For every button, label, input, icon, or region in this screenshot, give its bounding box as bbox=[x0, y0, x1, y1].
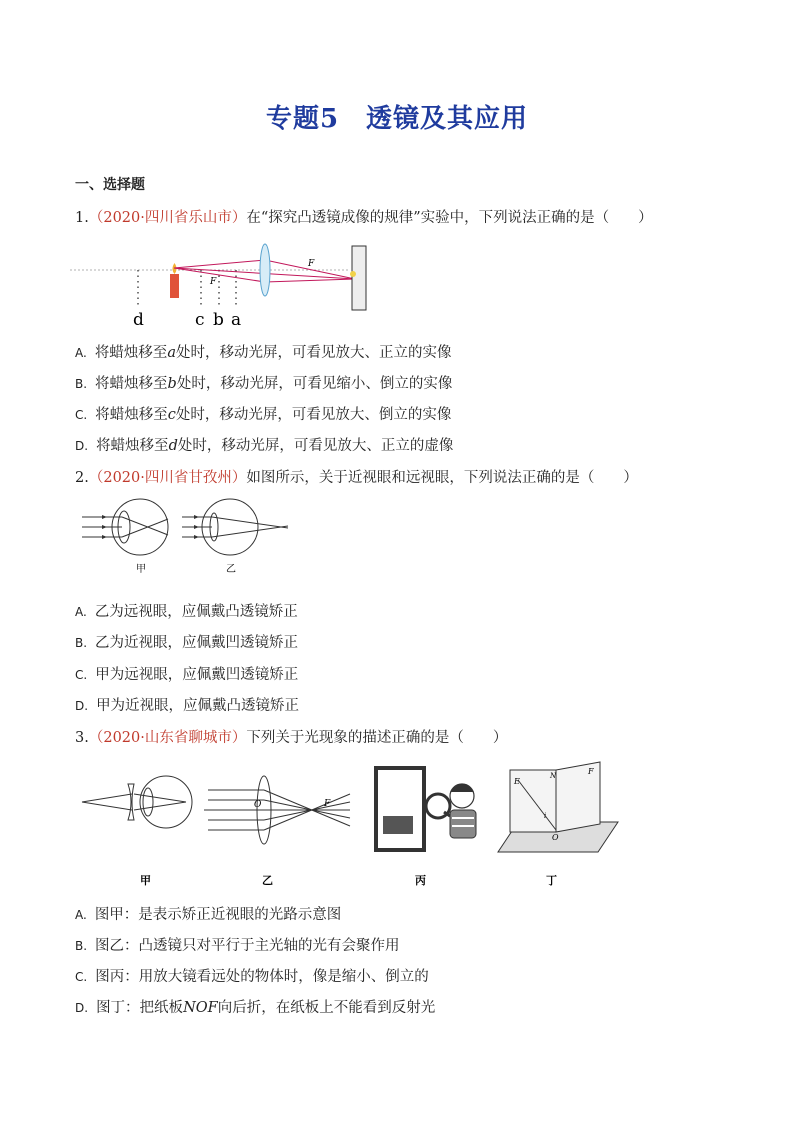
convex-lens-experiment-figure bbox=[70, 232, 390, 330]
option-d[interactable]: D. 甲为近视眼，应佩戴凸透镜矫正 bbox=[75, 698, 300, 714]
point-label-c: c bbox=[195, 310, 205, 330]
light-phenomena-figure bbox=[78, 760, 623, 888]
angle-label: i bbox=[544, 812, 547, 820]
question-2 bbox=[75, 466, 638, 487]
figure-label: 甲 bbox=[140, 874, 151, 887]
option-c[interactable]: C. 甲为远视眼，应佩戴凹透镜矫正 bbox=[75, 667, 299, 683]
point-label-b: b bbox=[213, 310, 224, 330]
question-number: 3. bbox=[75, 730, 89, 746]
convex-lens-icon bbox=[260, 244, 270, 296]
question-source: （2020·四川省乐山市） bbox=[88, 210, 247, 226]
question-number: 2. bbox=[75, 470, 89, 486]
option-a[interactable]: A. 乙为远视眼，应佩戴凸透镜矫正 bbox=[75, 604, 298, 620]
point-label-d: d bbox=[133, 310, 144, 330]
figure-label: 丁 bbox=[546, 874, 557, 887]
optical-center-label: O bbox=[254, 800, 262, 810]
figure-label: 甲 bbox=[136, 564, 146, 575]
option-b[interactable]: B. 将蜡烛移至b处时，移动光屏，可看见缩小、倒立的实像 bbox=[75, 376, 453, 392]
focus-label: F bbox=[308, 259, 315, 269]
screen-icon bbox=[352, 246, 366, 310]
option-b[interactable]: B. 乙为近视眼，应佩戴凹透镜矫正 bbox=[75, 635, 299, 651]
option-c[interactable]: C. 将蜡烛移至c处时，移动光屏，可看见放大、倒立的实像 bbox=[75, 407, 452, 423]
question-stem: 如图所示，关于近视眼和远视眼，下列说法正确的是（ ） bbox=[246, 470, 638, 486]
convex-lens-rays-diagram bbox=[204, 776, 350, 844]
focus-label: F bbox=[210, 277, 217, 287]
figure-label: 乙 bbox=[226, 564, 236, 575]
focus-label: F bbox=[324, 799, 331, 809]
board-label: F bbox=[588, 767, 594, 776]
page-title: 专题5 透镜及其应用 bbox=[265, 104, 529, 134]
option-d[interactable]: D. 图丁：把纸板NOF向后折，在纸板上不能看到反射光 bbox=[75, 1000, 436, 1016]
question-stem: 在“探究凸透镜成像的规律”实验中，下列说法正确的是（ ） bbox=[246, 210, 653, 226]
option-c[interactable]: C. 图丙：用放大镜看远处的物体时，像是缩小、倒立的 bbox=[75, 969, 429, 985]
magnifier-scene bbox=[376, 768, 476, 850]
normal-label: N bbox=[550, 772, 557, 780]
question-source: （2020·山东省聊城市） bbox=[88, 730, 247, 746]
figure-label: 丙 bbox=[415, 874, 426, 887]
option-d[interactable]: D. 将蜡烛移至d处时，移动光屏，可看见放大、正立的虚像 bbox=[75, 438, 454, 454]
eye-diagram-figure bbox=[78, 497, 298, 577]
figure-label: 乙 bbox=[262, 874, 273, 887]
question-3 bbox=[75, 726, 507, 747]
question-1 bbox=[75, 206, 653, 227]
point-label-a: a bbox=[231, 310, 242, 330]
section-heading: 一、选择题 bbox=[75, 177, 145, 193]
question-source: （2020·四川省甘孜州） bbox=[88, 470, 247, 486]
question-number: 1. bbox=[75, 210, 89, 226]
option-a[interactable]: A. 图甲：是表示矫正近视眼的光路示意图 bbox=[75, 907, 342, 923]
point-label: O bbox=[552, 833, 559, 842]
eye-correction-diagram bbox=[82, 776, 192, 828]
option-a[interactable]: A. 将蜡烛移至a处时，移动光屏，可看见放大、正立的实像 bbox=[75, 345, 452, 361]
candle-icon bbox=[170, 274, 179, 298]
option-b[interactable]: B. 图乙：凸透镜只对平行于主光轴的光有会聚作用 bbox=[75, 938, 400, 954]
question-stem: 下列关于光现象的描述正确的是（ ） bbox=[246, 730, 508, 746]
incident-ray-label: E bbox=[514, 777, 520, 786]
